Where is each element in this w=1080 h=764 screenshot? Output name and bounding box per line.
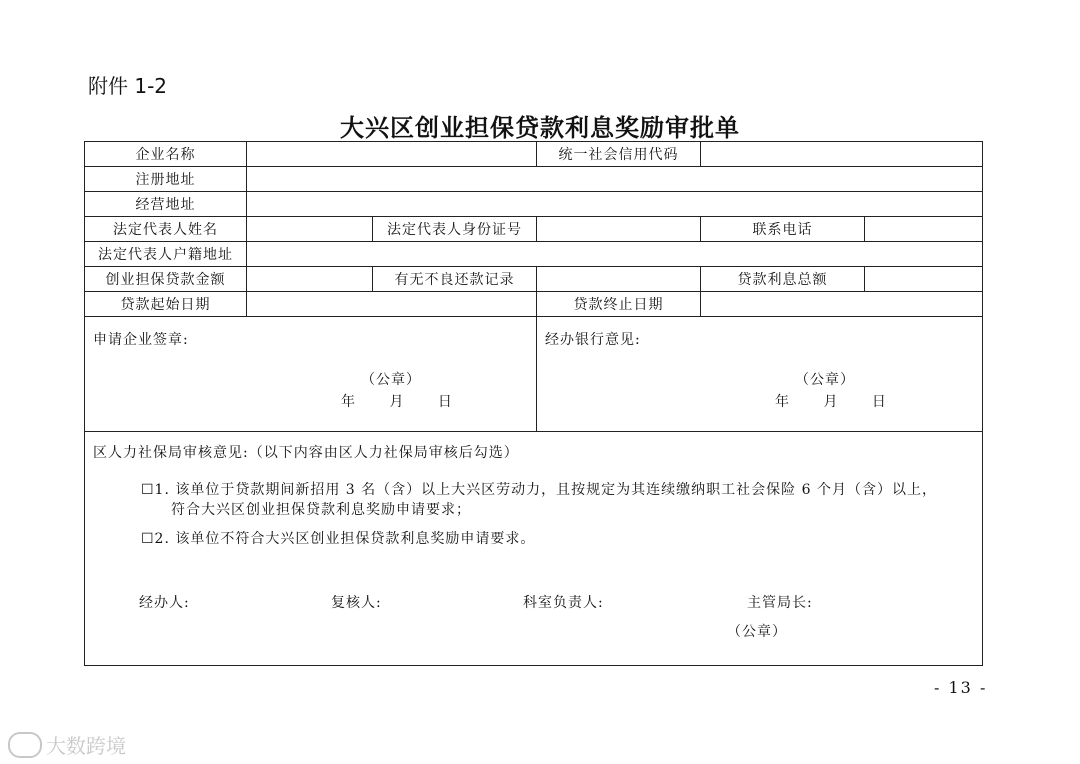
director-label: 主管局长: (747, 595, 813, 611)
field-credit-code[interactable] (701, 142, 983, 167)
row-household (85, 242, 983, 267)
label-interest-total: 贷款利息总额 (701, 267, 865, 292)
review-option-2[interactable]: ☐2. 该单位不符合大兴区创业担保贷款利息奖励申请要求。 (141, 531, 536, 547)
label-phone: 联系电话 (701, 217, 865, 242)
section-head-label: 科室负责人: (523, 595, 604, 611)
field-loan-amount[interactable] (247, 267, 373, 292)
bank-seal: （公章） (795, 372, 855, 388)
label-legal-rep-id: 法定代表人身份证号 (373, 217, 537, 242)
review-heading: 区人力社保局审核意见:（以下内容由区人力社保局审核后勾选） (93, 445, 519, 461)
watermark-logo-icon (8, 732, 42, 758)
row-legal-rep (85, 217, 983, 242)
field-legal-rep-name[interactable] (247, 217, 373, 242)
row-loan (85, 267, 983, 292)
attachment-label: 附件 1-2 (88, 74, 168, 98)
row-review (85, 432, 983, 666)
row-signatures (85, 317, 983, 432)
reviewer-label: 复核人: (331, 595, 382, 611)
row-dates (85, 292, 983, 317)
form-title: 大兴区创业担保贷款利息奖励审批单 (340, 113, 740, 142)
company-date: 年 月 日 (341, 394, 453, 410)
company-sign-label: 申请企业签章: (93, 332, 189, 348)
label-bad-record: 有无不良还款记录 (373, 267, 537, 292)
field-phone[interactable] (865, 217, 983, 242)
company-seal: （公章） (361, 372, 421, 388)
handler-label: 经办人: (139, 595, 190, 611)
label-loan-end: 贷款终止日期 (537, 292, 701, 317)
label-op-address: 经营地址 (85, 192, 247, 217)
bank-date: 年 月 日 (775, 394, 887, 410)
row-op-address (85, 192, 983, 217)
label-loan-amount: 创业担保贷款金额 (85, 267, 247, 292)
row-reg-address (85, 167, 983, 192)
bank-opinion-label: 经办银行意见: (545, 332, 641, 348)
label-company-name: 企业名称 (85, 142, 247, 167)
label-legal-rep-name: 法定代表人姓名 (85, 217, 247, 242)
field-loan-end[interactable] (701, 292, 983, 317)
row-company (85, 142, 983, 167)
field-company-name[interactable] (247, 142, 537, 167)
label-loan-start: 贷款起始日期 (85, 292, 247, 317)
page-number: - 13 - (934, 678, 988, 697)
review-cell (85, 432, 983, 666)
label-reg-address: 注册地址 (85, 167, 247, 192)
label-household: 法定代表人户籍地址 (85, 242, 247, 267)
field-household[interactable] (247, 242, 983, 267)
field-legal-rep-id[interactable] (537, 217, 701, 242)
field-interest-total[interactable] (865, 267, 983, 292)
review-option-1-cont: 符合大兴区创业担保贷款利息奖励申请要求； (171, 502, 471, 518)
watermark-text: 大数跨境 (46, 734, 126, 758)
review-option-1[interactable]: ☐1. 该单位于贷款期间新招用 3 名（含）以上大兴区劳动力，且按规定为其连续缴纳职工社会保险 6 个月（含）以上， (141, 482, 937, 498)
field-op-address[interactable] (247, 192, 983, 217)
approval-form (84, 141, 983, 666)
company-sign-cell[interactable] (85, 317, 537, 432)
bank-opinion-cell[interactable] (537, 317, 983, 432)
watermark (8, 730, 126, 759)
review-seal: （公章） (727, 624, 787, 640)
label-credit-code: 统一社会信用代码 (537, 142, 701, 167)
field-bad-record[interactable] (537, 267, 701, 292)
field-loan-start[interactable] (247, 292, 537, 317)
field-reg-address[interactable] (247, 167, 983, 192)
